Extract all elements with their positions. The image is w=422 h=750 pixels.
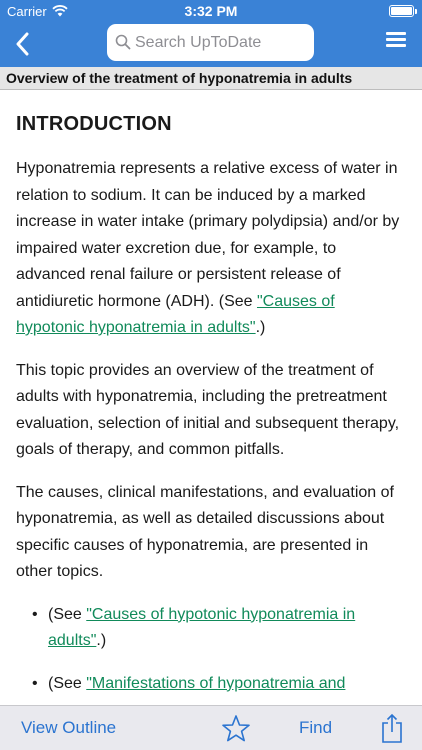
bullet: •: [32, 605, 38, 623]
search-input[interactable]: [135, 32, 307, 54]
intro-paragraph-3: The causes, clinical manifestations, and evaluation of hyponatremia, as well as detailed discussions about specific causes of hyponatremia, are presented in other topics.: [16, 483, 394, 580]
list-item: [32, 671, 406, 698]
p1-text: Hyponatremia represents a relative excess of water in relation to sodium. It can be induced by a marked increase in water intake (primary polydipsia) and/or by impaired water excretion due, for example, to advanced renal failure or persistent release of antidiuretic hormone (ADH). (See: [16, 160, 400, 310]
p1-end: .): [255, 319, 266, 336]
bullet-prefix: (See: [48, 605, 87, 623]
article-content[interactable]: [0, 91, 422, 705]
menu-line: [386, 32, 406, 35]
view-outline-button[interactable]: View Outline: [21, 718, 117, 737]
status-time: 3:32 PM: [184, 3, 238, 19]
list-item: [32, 602, 406, 655]
intro-paragraph-1: [16, 156, 406, 342]
battery-nub: [415, 9, 417, 14]
back-chevron-icon: [15, 32, 29, 56]
back-button[interactable]: [8, 26, 36, 62]
bullet: •: [32, 674, 38, 692]
see-also-list: [16, 602, 406, 698]
link-manifestations-hyponatremia[interactable]: "Manifestations of hyponatremia and: [86, 674, 346, 692]
link-causes-hypotonic-hyponatremia-bullet[interactable]: "Causes of hypotonic hyponatremia in adults": [48, 605, 356, 649]
share-icon[interactable]: [380, 713, 404, 749]
link-causes-hypotonic-hyponatremia[interactable]: "Causes of hypotonic hyponatremia in adults": [16, 292, 335, 336]
menu-icon[interactable]: [386, 32, 408, 52]
search-icon: [115, 34, 131, 55]
find-button[interactable]: Find: [299, 718, 333, 737]
bullet-prefix: (See: [48, 674, 87, 692]
top-bar: [0, 0, 422, 67]
bullet-suffix: .): [96, 632, 107, 649]
topic-title: Overview of the treatment of hyponatremia in adults: [6, 70, 353, 86]
battery-icon: [389, 5, 414, 17]
battery-fill: [391, 7, 412, 15]
carrier-label: Carrier: [7, 4, 47, 19]
intro-paragraph-2: This topic provides an overview of the treatment of adults with hyponatremia, including the pretreatment evaluation, selection of initial and subsequent therapy, goals of therapy, and common pitfalls.: [16, 361, 400, 458]
search-box[interactable]: [107, 24, 314, 61]
menu-line: [386, 38, 406, 41]
topic-title-bar: [0, 67, 422, 90]
nav-bar: [0, 22, 422, 67]
bottom-toolbar: [0, 705, 422, 750]
star-icon[interactable]: [221, 714, 251, 748]
status-bar: [0, 0, 422, 22]
section-heading: INTRODUCTION: [16, 113, 172, 135]
menu-line: [386, 44, 406, 47]
